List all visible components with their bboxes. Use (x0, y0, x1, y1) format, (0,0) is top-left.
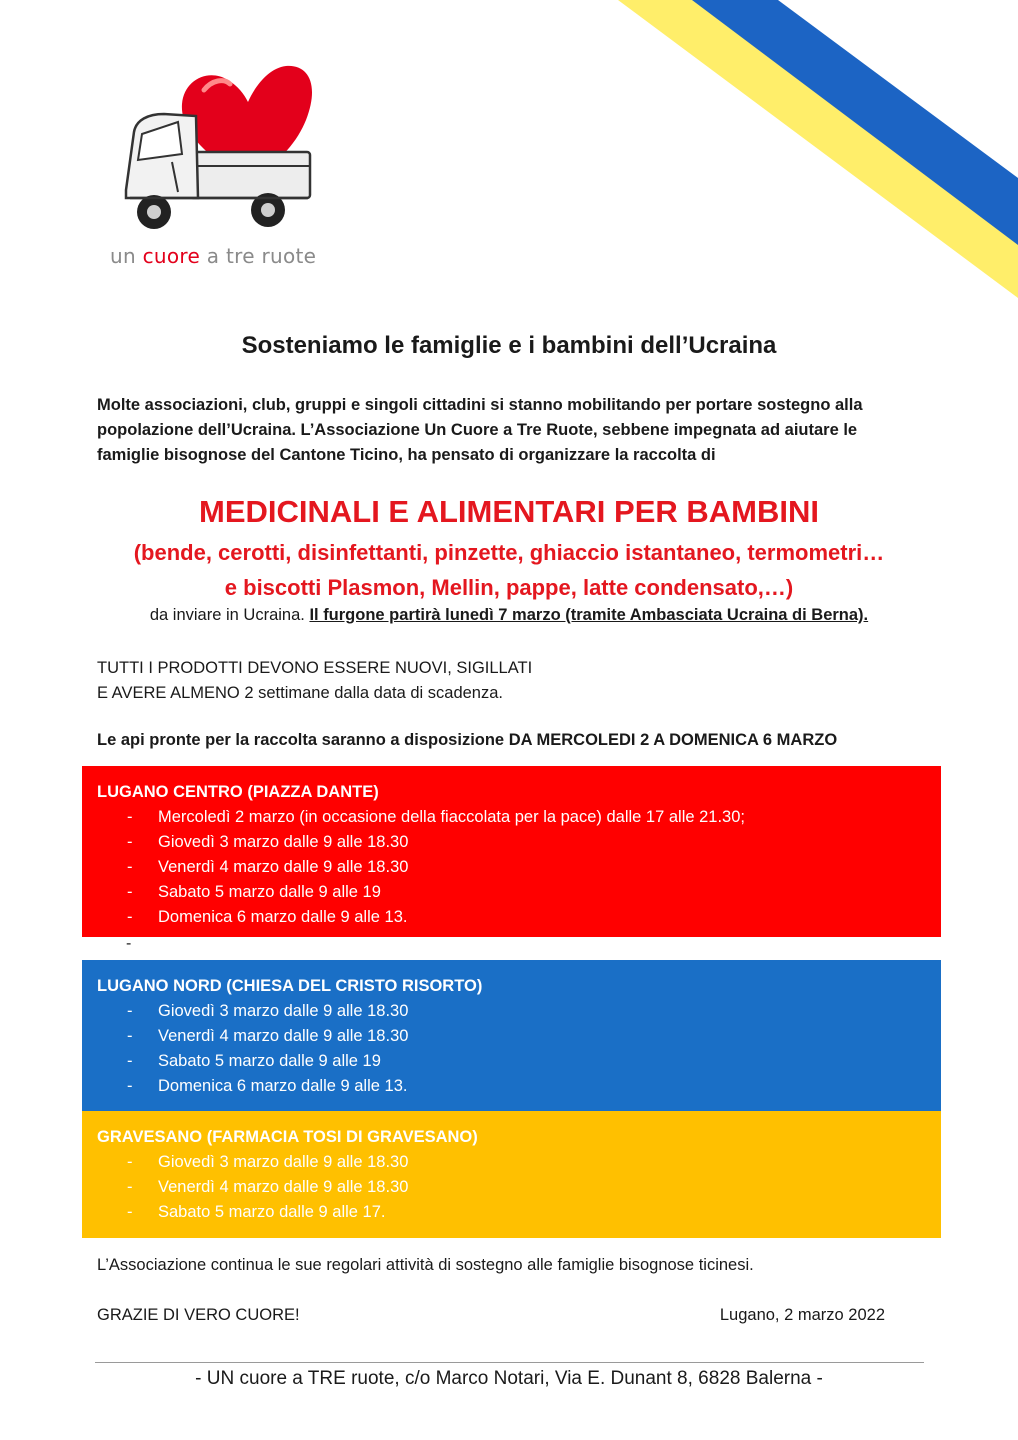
schedule-list (97, 1150, 926, 1225)
items-list-line-2: e biscotti Plasmon, Mellin, pappe, latte condensato,…) (224, 575, 794, 600)
availability-note: Le api pronte per la raccolta saranno a disposizione DA MERCOLEDI 2 A DOMENICA 6 MARZO (97, 731, 838, 749)
schedule-item: - Sabato 5 marzo dalle 9 alle 19 (97, 880, 926, 905)
thanks-note: GRAZIE DI VERO CUORE! (97, 1306, 300, 1324)
page-title: Sosteniamo le famiglie e i bambini dell’Ucraina (241, 332, 777, 359)
location-title: LUGANO CENTRO (PIAZZA DANTE) (97, 783, 379, 801)
schedule-item: - Giovedì 3 marzo dalle 9 alle 18.30 (97, 830, 926, 855)
schedule-item: - Domenica 6 marzo dalle 9 alle 13. (97, 1074, 926, 1099)
footer-address: - UN cuore a TRE ruote, c/o Marco Notari, Via E. Dunant 8, 6828 Balerna - (195, 1368, 823, 1389)
schedule-item: - Sabato 5 marzo dalle 9 alle 17. (97, 1200, 926, 1225)
location-title: LUGANO NORD (CHIESA DEL CRISTO RISORTO) (97, 977, 483, 995)
date-place: Lugano, 2 marzo 2022 (719, 1306, 885, 1324)
headline: MEDICINALI E ALIMENTARI PER BAMBINI (199, 494, 819, 529)
stray-dash: - (126, 935, 132, 952)
shipping-note: da inviare in Ucraina. Il furgone partirà lunedì 7 marzo (tramite Ambasciata Ucraina di Berna). (149, 606, 869, 624)
schedule-item: - Venerdì 4 marzo dalle 9 alle 18.30 (97, 1175, 926, 1200)
location-lugano-centro (82, 766, 941, 937)
intro-line: Molte associazioni, club, gruppi e singoli cittadini si stanno mobilitando per portare sostegno alla (97, 396, 863, 414)
schedule-item: - Giovedì 3 marzo dalle 9 alle 18.30 (97, 1150, 926, 1175)
logo-wordmark: un cuore a tre ruote (110, 244, 317, 268)
schedule-item: - Venerdì 4 marzo dalle 9 alle 18.30 (97, 1024, 926, 1049)
schedule-item: - Giovedì 3 marzo dalle 9 alle 18.30 (97, 999, 926, 1024)
schedule-list (97, 805, 926, 930)
schedule-list (97, 999, 926, 1099)
schedule-item: - Domenica 6 marzo dalle 9 alle 13. (97, 905, 926, 930)
schedule-item: - Sabato 5 marzo dalle 9 alle 19 (97, 1049, 926, 1074)
product-requirements (97, 656, 532, 706)
intro-paragraph (97, 393, 932, 468)
requirement-line: E AVERE ALMENO 2 settimane dalla data di scadenza. (97, 684, 503, 702)
footer-divider (95, 1362, 924, 1363)
location-gravesano (82, 1111, 941, 1238)
location-lugano-nord (82, 960, 941, 1111)
items-list-line-1: (bende, cerotti, disinfettanti, pinzette, ghiaccio istantaneo, termometri… (133, 540, 885, 565)
schedule-item: - Mercoledì 2 marzo (in occasione della fiaccolata per la pace) dalle 17 alle 21.30; (97, 805, 926, 830)
footnote: L’Associazione continua le sue regolari attività di sostegno alle famiglie bisognose ticinesi. (97, 1256, 754, 1274)
requirement-line: TUTTI I PRODOTTI DEVONO ESSERE NUOVI, SIGILLATI (97, 659, 533, 677)
departure-info: Il furgone partirà lunedì 7 marzo (tramite Ambasciata Ucraina di Berna). (309, 606, 869, 624)
intro-line: popolazione dell’Ucraina. L’Associazione Un Cuore a Tre Ruote, sebbene impegnata ad aiutare le (97, 421, 858, 439)
intro-line: famiglie bisognose del Cantone Ticino, ha pensato di organizzare la raccolta di (97, 446, 716, 464)
schedule-item: - Venerdì 4 marzo dalle 9 alle 18.30 (97, 855, 926, 880)
location-title: GRAVESANO (FARMACIA TOSI DI GRAVESANO) (97, 1128, 478, 1146)
